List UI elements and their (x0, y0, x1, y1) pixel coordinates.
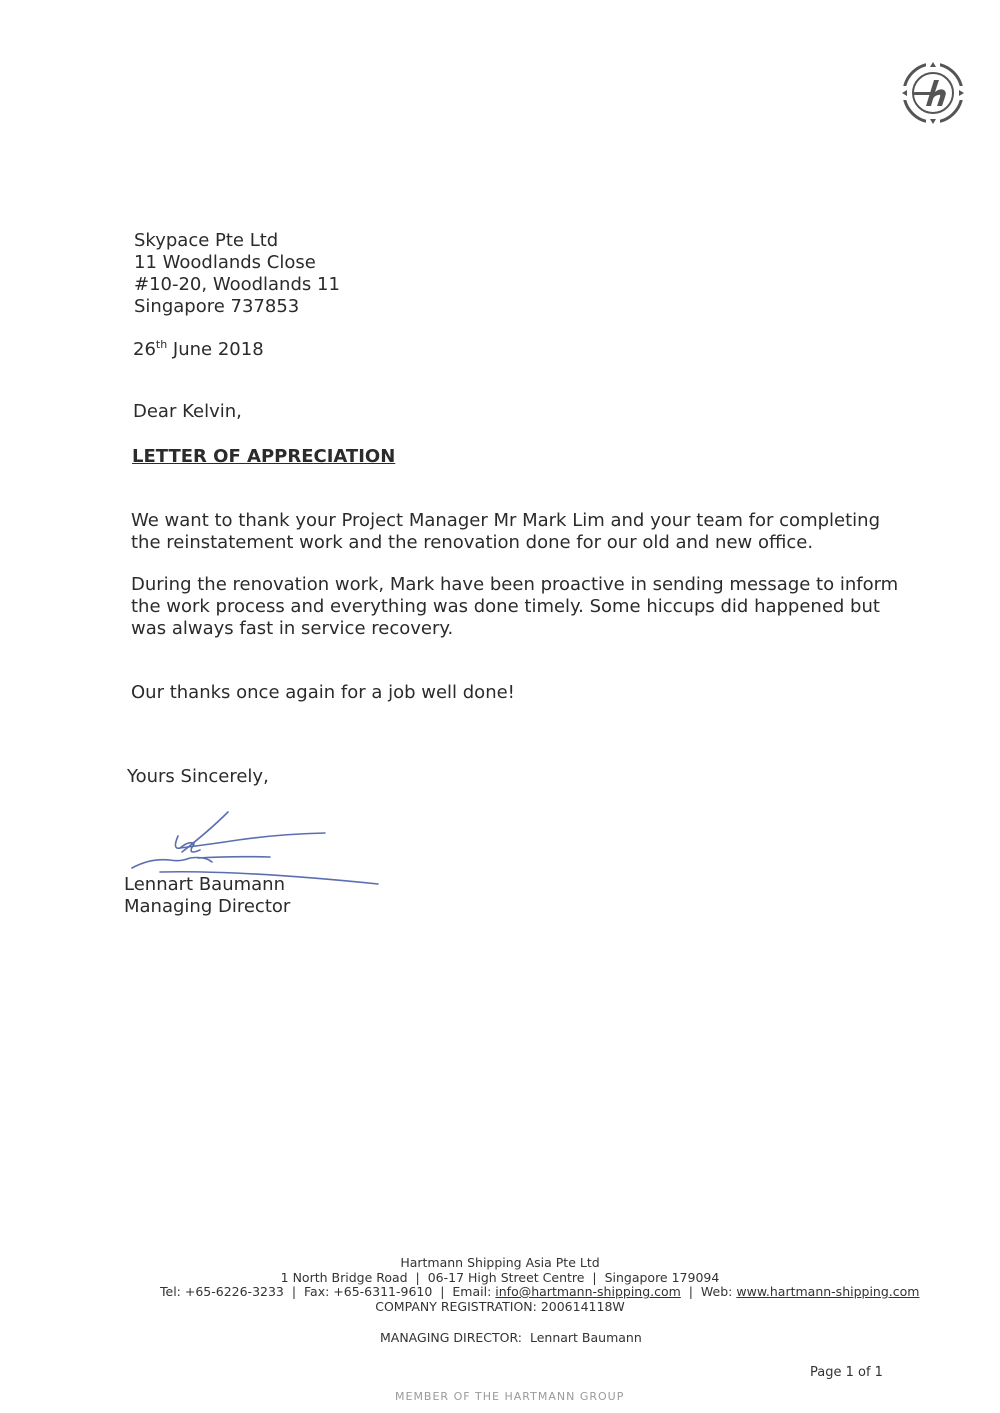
hartmann-logo-icon (896, 56, 970, 130)
signatory-name: Lennart Baumann (124, 874, 285, 895)
footer-web-prefix: | Web: (680, 1284, 737, 1299)
letter-subject: LETTER OF APPRECIATION (132, 446, 396, 467)
footer-contact-line (160, 1284, 920, 1300)
footer-email-link[interactable]: info@hartmann-shipping.com (495, 1284, 681, 1299)
recipient-address-line1: 11 Woodlands Close (134, 252, 316, 273)
date-day: 26 (133, 339, 156, 360)
footer-web-link[interactable]: www.hartmann-shipping.com (736, 1284, 920, 1299)
date-suffix: th (155, 338, 168, 351)
closing: Yours Sincerely, (127, 766, 269, 787)
recipient-company: Skypace Pte Ltd (134, 230, 279, 251)
salutation: Dear Kelvin, (133, 401, 242, 422)
signatory-title: Managing Director (124, 896, 291, 917)
recipient-address-line3: Singapore 737853 (134, 296, 300, 317)
footer-registration: COMPANY REGISTRATION: 200614118W (375, 1298, 625, 1314)
recipient-address (134, 230, 340, 318)
footer-company: Hartmann Shipping Asia Pte Ltd (400, 1255, 600, 1270)
footer-managing-director: MANAGING DIRECTOR: Lennart Baumann (380, 1330, 642, 1345)
footer-contact-prefix: Tel: +65-6226-3233 | Fax: +65-6311-9610 | Email: (160, 1284, 496, 1299)
body-paragraph-2: During the renovation work, Mark have been proactive in sending message to inform the work process and everything was done timely. Some hiccups did happened but was always fast in service recovery. (131, 574, 899, 639)
letter-date (133, 338, 264, 360)
footer-address: 1 North Bridge Road | 06-17 High Street Centre | Singapore 179094 (280, 1269, 720, 1285)
body-paragraph-1: We want to thank your Project Manager Mr Mark Lim and your team for completing the reinstatement work and the renovation done for our old and new office. (131, 510, 880, 553)
page-number: Page 1 of 1 (810, 1365, 883, 1380)
member-of-group: MEMBER OF THE HARTMANN GROUP (395, 1390, 625, 1403)
date-rest: June 2018 (167, 339, 264, 360)
letterhead-footer (160, 1255, 920, 1314)
recipient-address-line2: #10-20, Woodlands 11 (134, 274, 340, 295)
body-paragraph-3: Our thanks once again for a job well done! (131, 682, 515, 703)
signatory-block (124, 874, 290, 918)
